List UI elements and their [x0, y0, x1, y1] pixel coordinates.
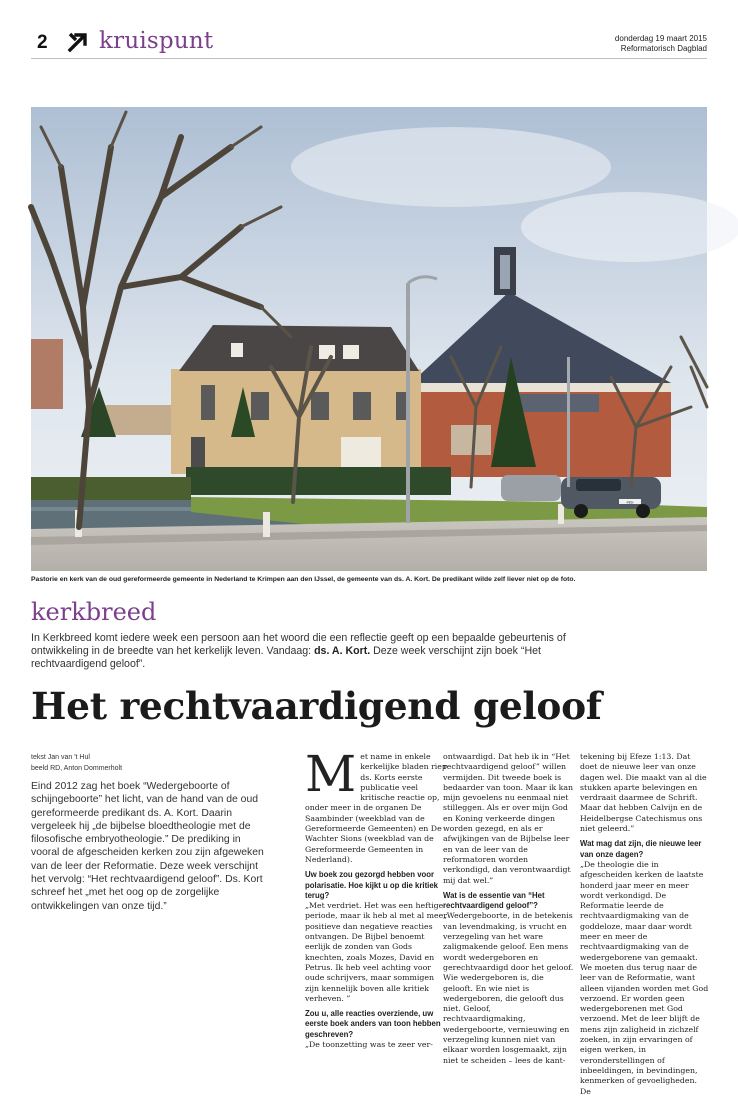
lead-paragraph: Eind 2012 zag het boek “Wedergeboorte of schijngeboorte” het licht, van de hand van de oud gereformeerde predikant ds. A. Kort. Daarin vergeleek hij „de bijbelse bloedtheologie met de filosofische embryotheologie.” De prediking in vooral de afgescheiden kerken zou zijn afgeweken van de leer der Reformatie. Deze week verschijnt het vervolg: “Het rechtvaardigend geloof”. Ds. Kort schreef het „met het oog op de zorgelijke ontwikkelingen van onze tijd.” [31, 781, 264, 912]
intro-text: In Kerkbreed komt iedere week een persoon aan het woord die een reflectie geeft op een bepaalde gebeurtenis of ontwikkeling in de breedte van het kerkelijk leven. Vandaag: [31, 632, 566, 657]
body-paragraph: „Wedergeboorte, in de betekenis van levendmaking, is vrucht en verzegeling van het ware zaligmakende geloof. Een mens wordt wedergeboren en gerechtvaardigd door het geloof. Wie wedergeboren is, die gelooft. En wie niet is wedergeboren, die gelooft dus niet. Geloof, rechtvaardigmaking, wedergeboorte, vernieuwing en verzegeling kunnen niet van elkaar worden losgemaakt, zijn niet te scheiden – lees de kant- [443, 911, 574, 1065]
body-paragraph: „Met verdriet. Het was een heftige periode, maar ik heb al met al meer positieve dan negatieve reacties ontvangen. De Bijbel benoemt eerlijk de zonden van Gods knechten, zoals Mozes, David en Petrus. Ik heb veel achting voor oude schrijvers, maar sommigen zijn kennelijk boven alle kritiek verheven. ” [305, 901, 447, 1003]
body-paragraph: ontwaardigd. Dat heb ik in “Het rechtvaardigend geloof” willen vermijden. Dit tweede boek is bedaarder van toon. Maar ik kan mijn gevoelens nu eenmaal niet stilleggen. Als er over mijn God en Koning verkeerde dingen worden gezegd, en als er afwijkingen van de Bijbelse leer en van de leer van de reformatoren worden verkondigd, dan verontwaardigt mij dat wel.” [443, 752, 574, 885]
article-column-2 [443, 752, 575, 1065]
page-number: 2 [37, 32, 48, 53]
license-plate: -NS- [625, 499, 635, 505]
interview-question: Wat mag dat zijn, die nieuwe leer van onze dagen? [580, 839, 702, 859]
section-title: kruispunt [99, 28, 214, 54]
credit-text: tekst Jan van 't Hul [31, 754, 90, 761]
article-column-1 [305, 745, 449, 1050]
crossroads-arrow-icon [67, 31, 89, 53]
interview-question: Wat is de essentie van “Het rechtvaardigend geloof”? [443, 890, 545, 911]
date-line [615, 34, 707, 54]
body-paragraph: tekening bij Efeze 1:13. Dat doet de nieuwe leer van onze dagen wel. Die maakt van al die stukken aparte belevingen en verdraait daarmee de Schrift. Maar dat hebben Calvijn en de Heidelbergse Catechismus ons niet geleerd.” [580, 752, 707, 834]
intro-paragraph [31, 632, 611, 671]
photo-caption: Pastorie en kerk van de oud gereformeerde gemeente in Nederland te Krimpen aan den IJssel, de gemeente van ds. A. Kort. De predikant wilde zelf liever niet op de foto. [31, 576, 576, 583]
publication-name: Reformatorisch Dagblad [620, 44, 707, 53]
interview-question: Zou u, alle reacties overziende, uw eerste boek anders van toon hebben geschreven? [305, 1009, 441, 1039]
article-column-3 [580, 752, 710, 1096]
body-paragraph: „De theologie die in afgescheiden kerken de laatste honderd jaar meer en meer wordt verkondigd. De Reformatie leerde de rechtvaardigmaking van de goddeloze, maar daar wordt meer en meer de rechtvaardigmaking van de wedergeborene van gemaakt. We moeten dus terug naar de leer van de Reformatie, want alleen vijanden worden met God verzoend. Er worden geen wedergeborenen met God verzoend. Met de leer blijft de mens zijn zaligheid in zichzelf zoeken, in zijn ervaringen of eigen werken, in veronderstellingen of inbeeldingen, in bevindingen, kenmerken of gevoeligheden. De [580, 859, 709, 1096]
kicker: kerkbreed [31, 598, 157, 626]
credit-photo: beeld RD, Anton Dommerholt [31, 765, 123, 772]
intro-tail: Deze week verschijnt zijn boek “Het rechtvaardigend geloof”. [31, 645, 541, 670]
intro-name: ds. A. Kort. [314, 645, 371, 657]
byline [31, 752, 271, 774]
body-paragraph: et name in enkele kerkelijke bladen riep ds. Korts eerste publicatie veel kritische reactie op, onder meer in de organen De Saambinder (weekblad van de Gereformeerde Gemeenten) en De Wachter Sions (weekblad van de Gereformeerde Gemeenten in Nederland). [305, 752, 447, 864]
drop-cap: M [305, 745, 357, 803]
interview-question: Uw boek zou gezorgd hebben voor polarisatie. Hoe kijkt u op die kritiek terug? [305, 870, 439, 900]
issue-date: donderdag 19 maart 2015 [614, 34, 707, 43]
page-header [31, 28, 707, 59]
body-paragraph: „De toonzetting was te zeer ver- [305, 1040, 433, 1050]
church-photo [31, 107, 707, 571]
headline: Het rechtvaardigend geloof [31, 684, 602, 728]
